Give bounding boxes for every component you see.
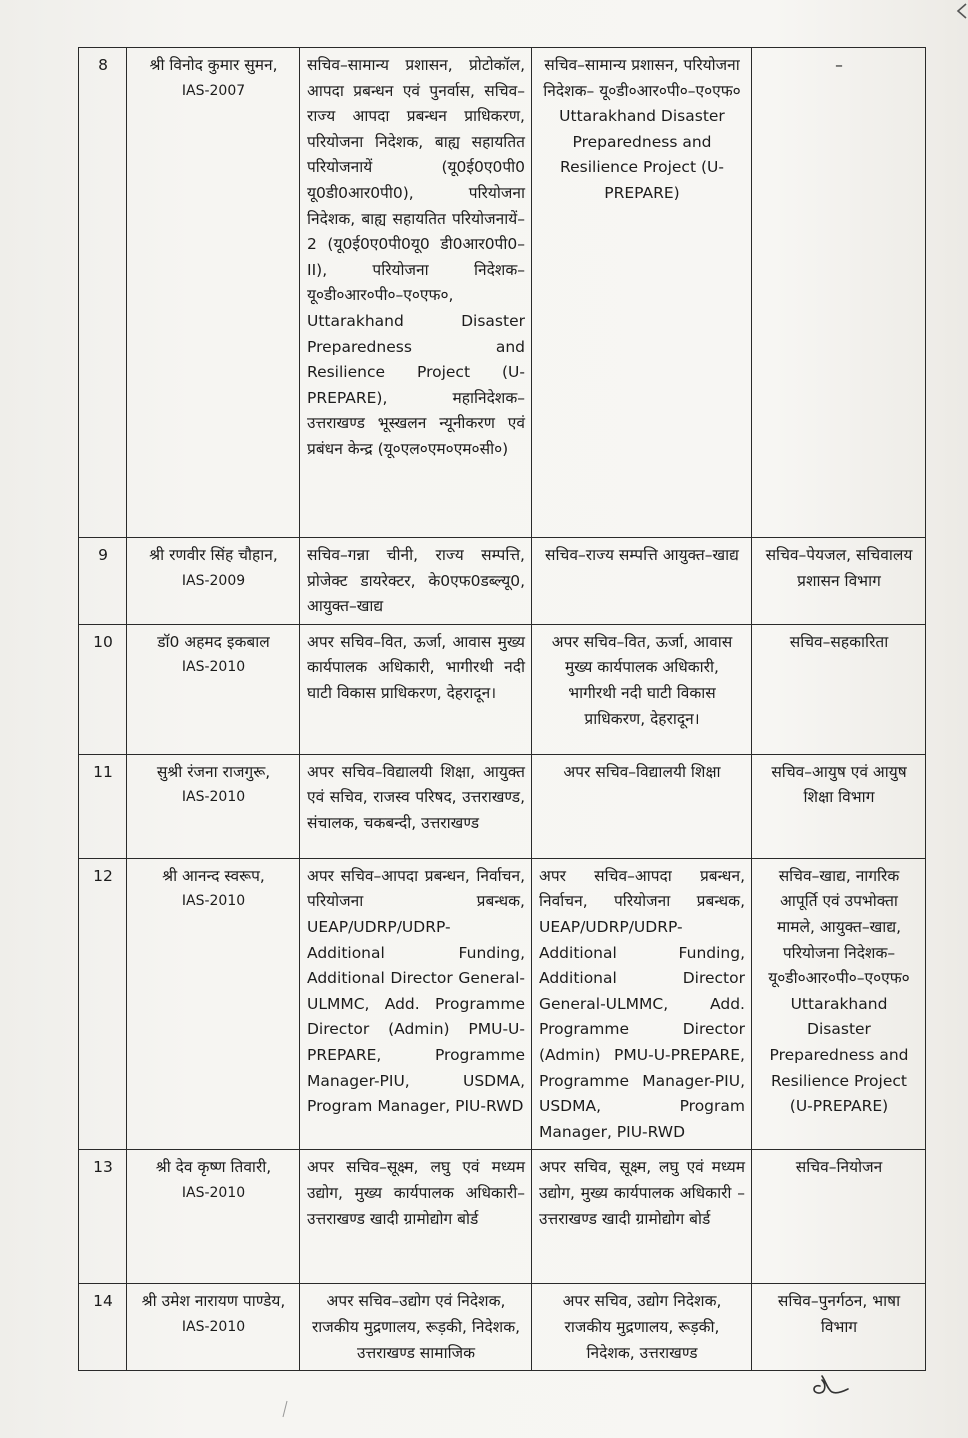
new-posting: अपर सचिव, सूक्ष्म, लघु एवं मध्यम उद्योग, मुख्य कार्यपालक अधिकारी –उत्तराखण्ड खादी ग्रामोद्योग बोर्ड (532, 1150, 752, 1284)
officer-name-cell (127, 1150, 300, 1284)
table-row (79, 48, 926, 538)
officer-name: सुश्री रंजना राजगुरू, (156, 762, 271, 781)
new-posting: अपर सचिव–आपदा प्रबन्धन, निर्वाचन, परियोजना प्रबन्धक, UEAP/UDRP/UDRP-Additional Funding, Additional Director General-ULMMC, Add. Programme Director (Admin) PMU-U-PREPARE, Programme Manager-PIU, USDMA, Program Manager, PIU-RWD (532, 858, 752, 1150)
officer-name: श्री देव कृष्ण तिवारी, (155, 1158, 272, 1177)
current-posting: अपर सचिव–सूक्ष्म, लघु एवं मध्यम उद्योग, मुख्य कार्यपालक अधिकारी–उत्तराखण्ड खादी ग्रामोद्योग बोर्ड (300, 1150, 532, 1284)
additional-charge: सचिव–नियोजन (752, 1150, 926, 1284)
officer-name: श्री आनन्द स्वरूप, (162, 866, 265, 885)
officer-batch: IAS-2007 (181, 82, 246, 99)
serial-number: 10 (79, 624, 127, 754)
new-posting: अपर सचिव, उद्योग निदेशक, राजकीय मुद्रणालय, रूड़की, निदेशक, उत्तराखण्ड (532, 1284, 752, 1371)
serial-number: 11 (79, 754, 127, 858)
table-row (79, 754, 926, 858)
officer-name-cell (127, 754, 300, 858)
pen-stroke-icon (282, 1400, 288, 1418)
current-posting: अपर सचिव–उद्योग एवं निदेशक, राजकीय मुद्रणालय, रूड़की, निदेशक, उत्तराखण्ड सामाजिक (300, 1284, 532, 1371)
officer-name-cell (127, 624, 300, 754)
table-row (79, 624, 926, 754)
officer-name-cell (127, 858, 300, 1150)
officer-batch: IAS-2010 (181, 893, 246, 910)
new-posting: अपर सचिव–विद्यालयी शिक्षा (532, 754, 752, 858)
officer-batch: IAS-2010 (181, 659, 246, 676)
officer-name-cell (127, 1284, 300, 1371)
current-posting: अपर सचिव–आपदा प्रबन्धन, निर्वाचन, परियोजना प्रबन्धक, UEAP/UDRP/UDRP-Additional Funding, Additional Director General-ULMMC, Add. Programme Director (Admin) PMU-U-PREPARE, Programme Manager-PIU, USDMA, Program Manager, PIU-RWD (300, 858, 532, 1150)
new-posting: सचिव–राज्य सम्पत्ति आयुक्त–खाद्य (532, 538, 752, 625)
serial-number: 13 (79, 1150, 127, 1284)
current-posting: अपर सचिव–वित, ऊर्जा, आवास मुख्य कार्यपालक अधिकारी, भागीरथी नदी घाटी विकास प्राधिकरण, देहरादून। (300, 624, 532, 754)
new-posting: अपर सचिव–वित, ऊर्जा, आवास मुख्य कार्यपालक अधिकारी, भागीरथी नदी घाटी विकास प्राधिकरण, देहरादून। (532, 624, 752, 754)
additional-charge: सचिव–सहकारिता (752, 624, 926, 754)
table-row (79, 1150, 926, 1284)
officer-batch: IAS-2010 (181, 1184, 246, 1201)
officer-transfer-table (78, 47, 926, 1371)
officer-name: श्री उमेश नारायण पाण्डेय, (141, 1292, 286, 1311)
officer-name-cell (127, 48, 300, 538)
additional-charge: सचिव–खाद्य, नागरिक आपूर्ति एवं उपभोक्ता मामले, आयुक्त–खाद्य, परियोजना निदेशक– यू०डी०आर०पी०–ए०एफ० Uttarakhand Disaster Preparedness and Resilience Project (U-PREPARE) (752, 858, 926, 1150)
current-posting: अपर सचिव–विद्यालयी शिक्षा, आयुक्त एवं सचिव, राजस्व परिषद, उत्तराखण्ड, संचालक, चकबन्दी, उत्तराखण्ड (300, 754, 532, 858)
edge-mark-icon (954, 2, 968, 20)
officer-batch: IAS-2010 (181, 789, 246, 806)
serial-number: 8 (79, 48, 127, 538)
initials-signature-icon (806, 1362, 850, 1398)
current-posting: सचिव–गन्ना चीनी, राज्य सम्पत्ति, प्रोजेक्ट डायरेक्टर, के0एफ0डब्ल्यू0, आयुक्त–खाद्य (300, 538, 532, 625)
officer-batch: IAS-2010 (181, 1318, 246, 1335)
additional-charge: सचिव–पेयजल, सचिवालय प्रशासन विभाग (752, 538, 926, 625)
officer-batch: IAS-2009 (181, 572, 246, 589)
officer-name: श्री विनोद कुमार सुमन, (149, 56, 278, 74)
serial-number: 9 (79, 538, 127, 625)
table-row (79, 538, 926, 625)
officer-name: डॉ0 अहमद इकबाल (157, 632, 270, 651)
table-row (79, 858, 926, 1150)
serial-number: 14 (79, 1284, 127, 1371)
serial-number: 12 (79, 858, 127, 1150)
officer-name-cell (127, 538, 300, 625)
current-posting: सचिव–सामान्य प्रशासन, प्रोटोकॉल, आपदा प्रबन्धन एवं पुनर्वास, सचिव–राज्य आपदा प्रबन्धन प्राधिकरण, परियोजना निदेशक, बाह्य सहायतित परियोजनायें (यू0ई0ए0पी0 यू0डी0आर0पी0), परियोजना निदेशक, बाह्य सहायतित परियोजनायें–2 (यू0ई0ए0पी0यू0 डी0आर0पी0–II), परियोजना निदेशक– यू०डी०आर०पी०–ए०एफ०, Uttarakhand Disaster Preparedness and Resilience Project (U-PREPARE), महानिदेशक– उत्तराखण्ड भूस्खलन न्यूनीकरण एवं प्रबंधन केन्द्र (यू०एल०एम०एम०सी०) (300, 48, 532, 538)
additional-charge: सचिव–आयुष एवं आयुष शिक्षा विभाग (752, 754, 926, 858)
additional-charge: – (752, 48, 926, 538)
additional-charge: सचिव–पुनर्गठन, भाषा विभाग (752, 1284, 926, 1371)
table-row (79, 1284, 926, 1371)
officer-name: श्री रणवीर सिंह चौहान, (149, 546, 278, 564)
new-posting: सचिव–सामान्य प्रशासन, परियोजना निदेशक– यू०डी०आर०पी०–ए०एफ० Uttarakhand Disaster Preparedness and Resilience Project (U-PREPARE) (532, 48, 752, 538)
